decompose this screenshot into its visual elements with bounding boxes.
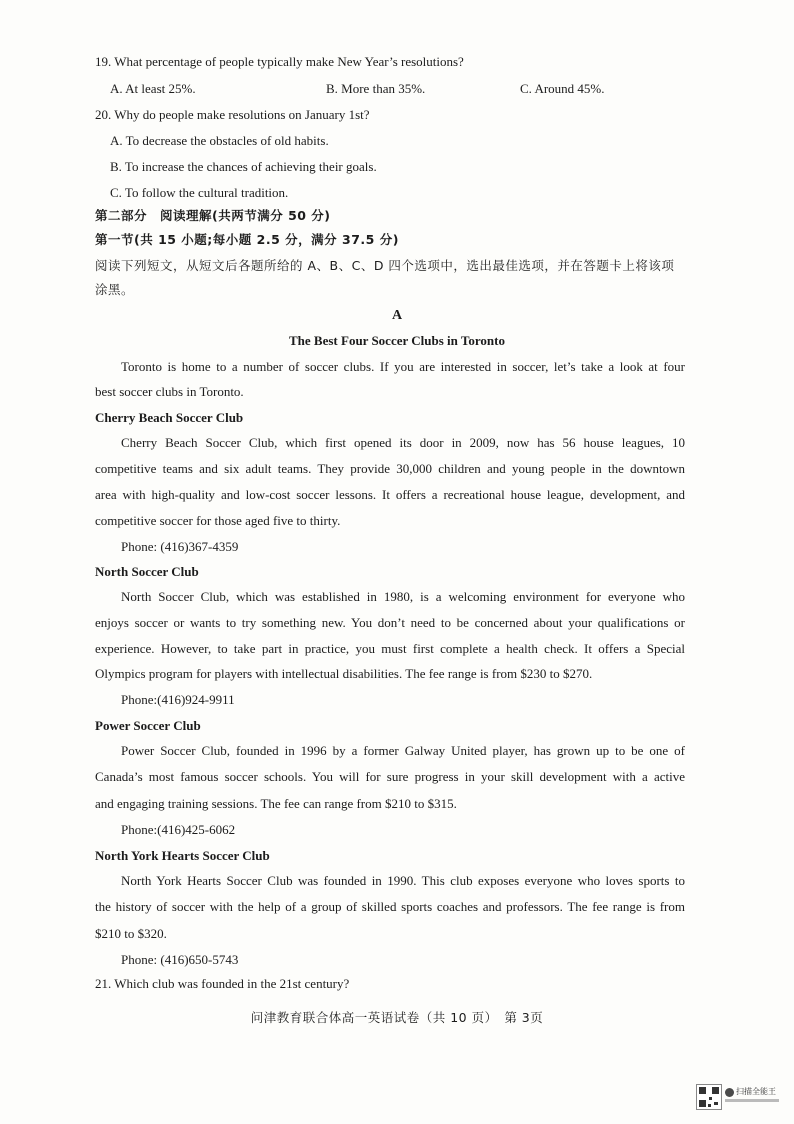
club-text-line: and engaging training sessions. The fee can range from $210 to $315.	[95, 796, 457, 811]
q20-option-b: B. To increase the chances of achieving their goals.	[110, 159, 377, 174]
section-instructions-line2: 涂黑。	[95, 282, 135, 297]
passage-title: The Best Four Soccer Clubs in Toronto	[289, 333, 505, 348]
club-name-north-york-hearts: North York Hearts Soccer Club	[95, 848, 270, 863]
club-phone: Phone: (416)367-4359	[121, 539, 239, 554]
club-text-line: area with high-quality and low-cost soccer lessons. It offers a recreational house league, development, and	[95, 487, 685, 502]
passage-letter: A	[391, 308, 403, 323]
club-text-line: the history of soccer with the help of a group of skilled sports coaches and professors. The fee range is from	[95, 899, 685, 914]
q21-stem: 21. Which club was founded in the 21st century?	[95, 976, 350, 991]
q19-option-b: B. More than 35%.	[326, 81, 426, 96]
q19-option-a: A. At least 25%.	[110, 81, 196, 96]
club-text-line: Olympics program for players with intellectual disabilities. The fee range is from $230 to $270.	[95, 666, 593, 681]
q20-stem: 20. Why do people make resolutions on January 1st?	[95, 107, 370, 122]
club-phone: Phone:(416)425-6062	[121, 822, 236, 837]
club-text-line: competitive soccer for those aged five to thirty.	[95, 513, 341, 528]
club-text-line: Power Soccer Club, founded in 1996 by a former Galway United player, has grown up to be one of	[121, 743, 685, 758]
scanner-watermark	[696, 1084, 782, 1110]
club-text-line: $210 to $320.	[95, 926, 167, 941]
q20-option-c: C. To follow the cultural tradition.	[110, 185, 289, 200]
q19-option-c: C. Around 45%.	[520, 81, 605, 96]
scanner-tagline-bar	[725, 1099, 779, 1102]
club-text-line: experience. However, to take part in practice, you must first complete a health check. It offers a Special	[95, 641, 685, 656]
club-text-line: competitive teams and six adult teams. They provide 30,000 children and young people in the downtown	[95, 461, 685, 476]
club-text-line: North York Hearts Soccer Club was founded in 1990. This club exposes everyone who loves sports to	[121, 873, 685, 888]
q19-stem: 19. What percentage of people typically make New Year’s resolutions?	[95, 54, 464, 69]
club-name-north: North Soccer Club	[95, 564, 199, 579]
club-text-line: North Soccer Club, which was established in 1980, is a welcoming environment for everyone who	[121, 589, 685, 604]
q20-option-a: A. To decrease the obstacles of old habits.	[110, 133, 329, 148]
club-text-line: Cherry Beach Soccer Club, which first opened its door in 2009, now has 56 house leagues, 10	[121, 435, 685, 450]
club-phone: Phone: (416)650-5743	[121, 952, 239, 967]
club-phone: Phone:(416)924-9911	[121, 692, 235, 707]
passage-intro-line2: best soccer clubs in Toronto.	[95, 384, 244, 399]
scanner-brand: 扫描全能王	[736, 1087, 776, 1096]
section-instructions-line1: 阅读下列短文，从短文后各题所给的 A、B、C、D 四个选项中，选出最佳选项，并在答题卡上将该项	[95, 258, 675, 273]
passage-intro-line1: Toronto is home to a number of soccer clubs. If you are interested in soccer, let’s take a look at four	[121, 359, 685, 374]
page-footer: 问津教育联合体高一英语试卷（共 10 页） 第 3页	[250, 1010, 544, 1025]
club-name-cherry-beach: Cherry Beach Soccer Club	[95, 410, 244, 425]
club-text-line: Canada’s most famous soccer schools. You will for sure progress in your skill development with a active	[95, 769, 685, 784]
scanner-logo-icon	[725, 1088, 734, 1097]
club-text-line: enjoys soccer or wants to try something new. You don’t need to be concerned about your qualifications or	[95, 615, 685, 630]
club-name-power: Power Soccer Club	[95, 718, 201, 733]
section-part-heading: 第二部分 阅读理解(共两节满分 50 分)	[95, 208, 331, 223]
section-sub-heading: 第一节(共 15 小题;每小题 2.5 分，满分 37.5 分)	[95, 232, 399, 247]
qr-code-icon	[696, 1084, 722, 1110]
